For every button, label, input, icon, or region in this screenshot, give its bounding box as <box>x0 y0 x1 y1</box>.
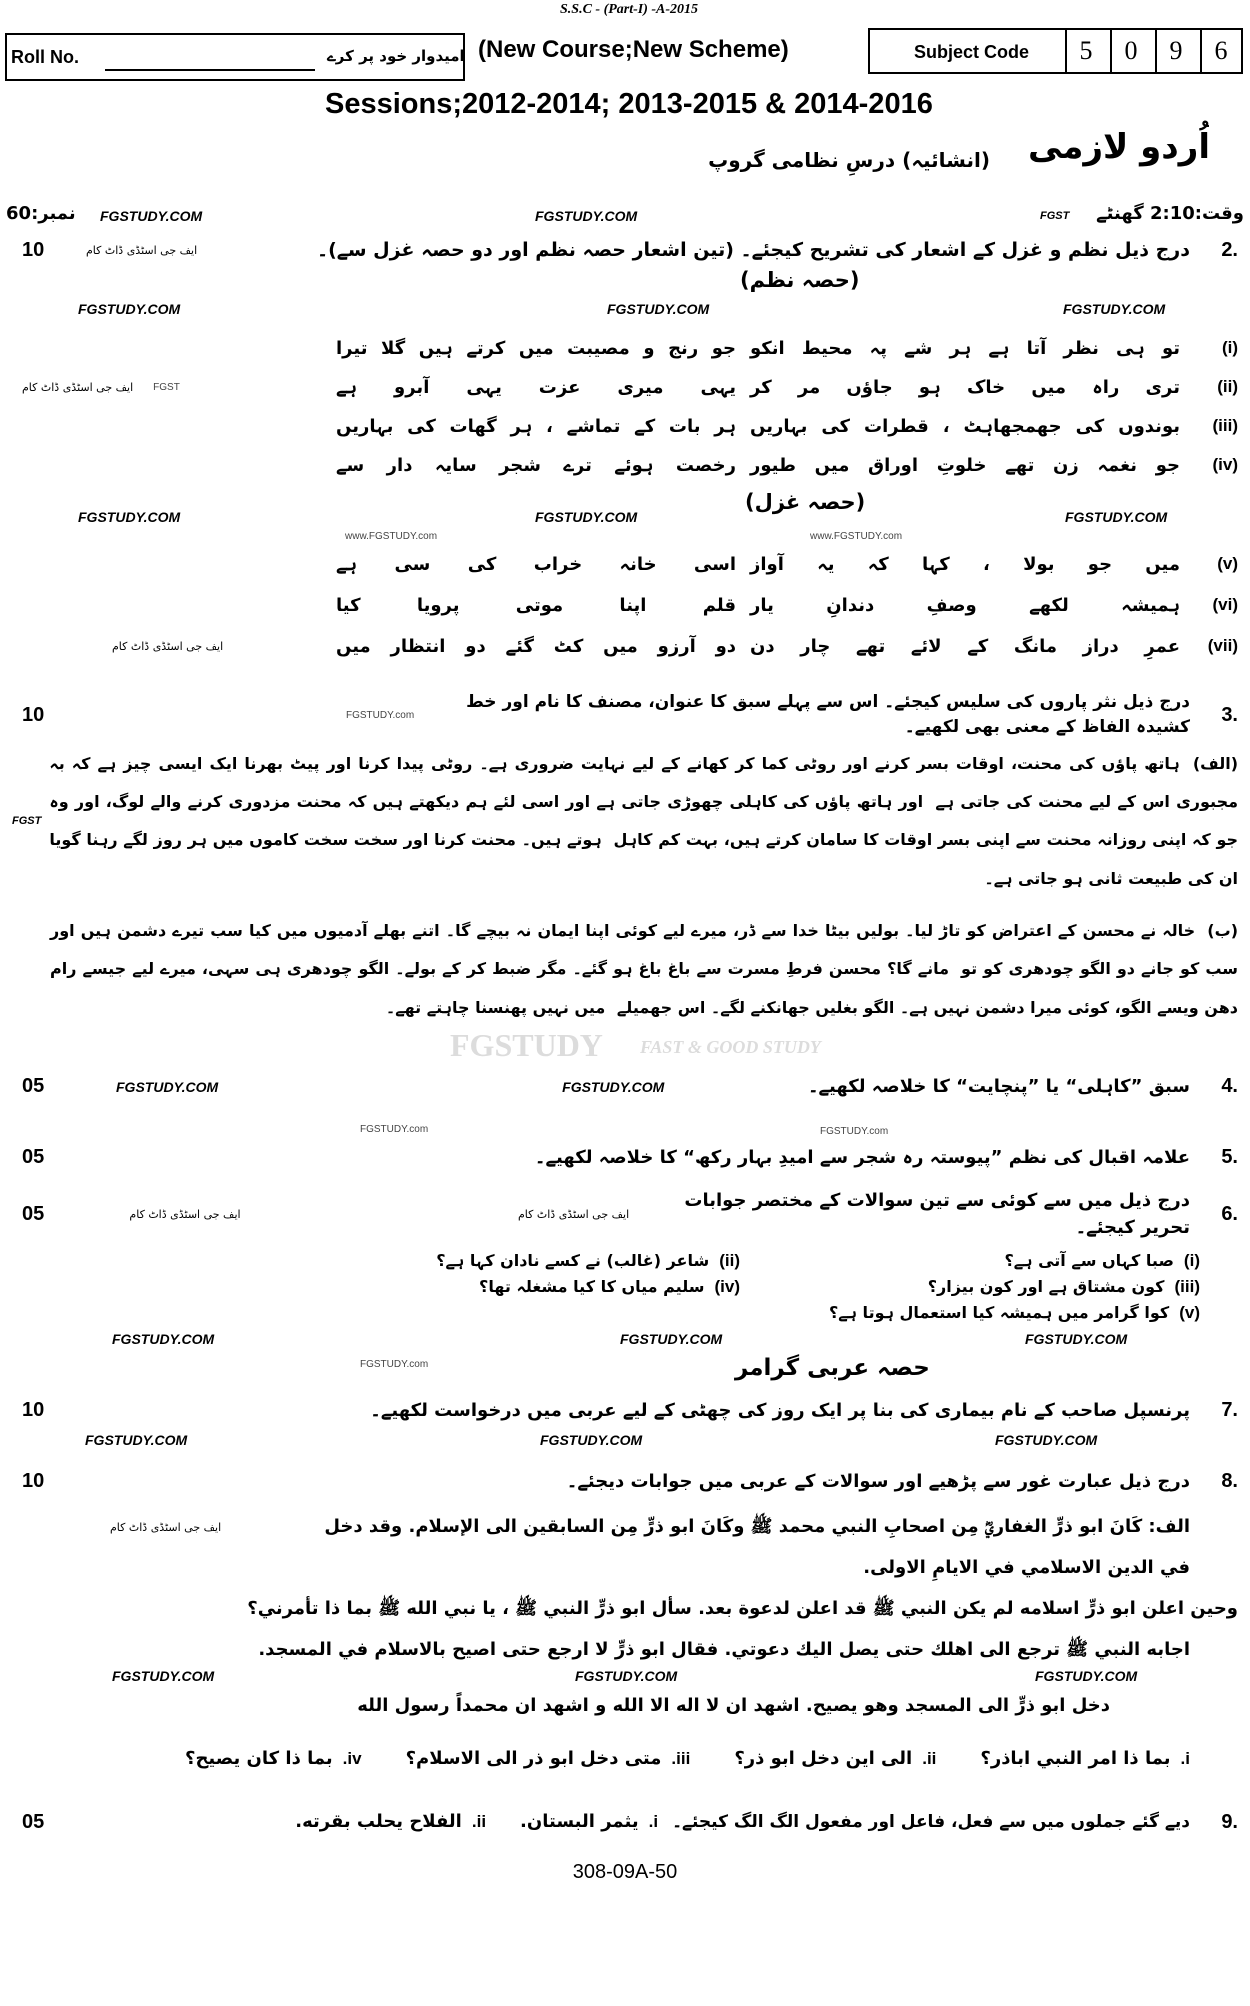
watermark-row <box>0 299 1250 323</box>
verse-row <box>0 633 1250 660</box>
q7-marks: 10 <box>22 1399 45 1422</box>
passage-be-paragraph <box>50 912 1238 1027</box>
watermark-urdu: ایف جی اسٹڈی ڈاٹ کام <box>129 1207 241 1221</box>
watermark-row <box>0 1666 1250 1688</box>
subject-code-digit: 5 <box>1065 30 1105 72</box>
arabic-passage-row <box>0 1636 1250 1665</box>
watermark: FGSTUDY.COM <box>562 1078 665 1095</box>
arabic-passage-row <box>0 1554 1250 1583</box>
watermark-urdu: ایف جی اسٹڈی ڈاٹ کام <box>112 639 224 653</box>
q8-question-label: iv. <box>342 1749 362 1769</box>
q9-item-row <box>295 1808 486 1837</box>
verse-first-line: تو ہی نظر آتا ہے ہر شے پہ محیط انکو <box>750 337 1180 359</box>
passage-be-line: مانے گا؟ محسن فرطِ مسرت سے باغ باغ ہو گئے۔ مگر ضبط کر کے بولے۔ الگو چودھری ہی سہی، میرے لیے جیسے رام دھن ویسے الگو، کوئی میرا دشمن نہیں ہے۔ الگو بغلیں جھانکنے لگے۔ اس جھمیلے <box>50 959 1238 1017</box>
watermark-small: FGSTUDY.com <box>820 1126 889 1138</box>
q8-question-row <box>980 1745 1190 1774</box>
q6-item: سلیم میاں کا کیا مشغلہ تھا؟ <box>479 1277 705 1297</box>
watermark: FGSTUDY.COM <box>1025 1331 1128 1348</box>
watermark: FGSTUDY.COM <box>112 1668 215 1685</box>
be-label: (ب) <box>1207 921 1238 941</box>
watermark: FGSTUDY.COM <box>535 208 638 224</box>
watermark: FGSTUDY.COM <box>78 300 181 317</box>
q8-marks: 10 <box>22 1470 45 1493</box>
watermark-small: FGSTUDY.com <box>346 709 415 721</box>
q7-number: 7. <box>1221 1399 1238 1422</box>
nazm-heading: (حصہ نظم) <box>740 267 860 292</box>
subject-code-box <box>868 28 1243 74</box>
verse-second-line: جو رنج و مصیبت میں کرتے ہیں گلا تیرا <box>336 337 736 359</box>
q8-number: 8. <box>1221 1470 1238 1493</box>
arabic-grammar-heading: حصہ عربی گرامر <box>735 1355 930 1382</box>
verse-label: (vii) <box>1207 636 1238 655</box>
subject-code-digit: 6 <box>1200 30 1240 72</box>
watermark: FGSTUDY.COM <box>1035 1668 1138 1685</box>
q6-item-list <box>0 1249 1250 1325</box>
subject-title: اُردو لازمی <box>1028 127 1210 167</box>
verse-second-line: اسی خانہ خراب کی سی ہے <box>336 553 736 575</box>
q6-item-label: (i) <box>1183 1251 1200 1271</box>
arabic-passage-line: الف: كَانَ ابو ذرٍّ الغفاريؓ مِن اصحابِ النبي محمد ﷺ وكَانَ ابو ذرٍّ مِن السابقين الى الإسلام. وقد دخل <box>324 1516 1190 1538</box>
q4-text: سبق ”کاہلی“ یا ”پنچایت“ کا خلاصہ لکھیے۔ <box>807 1076 1190 1098</box>
watermark-small: FGSTUDY.com <box>360 1359 429 1371</box>
arabic-passage-row <box>0 1513 1250 1542</box>
q5-number: 5. <box>1221 1146 1238 1169</box>
watermark-urdu: ایف جی اسٹڈی ڈاٹ کام <box>518 1207 630 1221</box>
arabic-heading-row <box>0 1331 1250 1393</box>
watermark: FGSTUDY.COM <box>535 508 638 525</box>
verse-second-line: یہی میری عزت یہی آبرو ہے <box>336 376 736 398</box>
q8-question-row <box>185 1745 362 1774</box>
passage-alif-line: ہاتھ پاؤں کی محنت، اوقات بسر کرنے اور روٹی کما کر کھانے کے لیے نہایت ضروری ہے۔ روٹی پیدا کرنا اور پیٹ بھرنا ایک ایسی چیز ہے کہ بہ مجبوری اس کے لیے محنت کی جاتی ہے <box>49 753 1239 811</box>
watermark: FGST <box>12 815 42 828</box>
q6-item-row <box>770 1301 1200 1325</box>
passage-alif-line: ہوتے ہیں۔ محنت کرنا اور سخت سخت کاموں میں ہر روز لگے رہنا گویا ان کی طبیعت ثانی ہو جاتی ہے۔ <box>49 830 1238 888</box>
logo-watermark-row <box>0 1027 1250 1067</box>
watermark: FGSTUDY.COM <box>85 1432 188 1449</box>
verse-label: (v) <box>1217 554 1238 573</box>
q5-row <box>0 1144 1250 1171</box>
watermark: FGSTUDY.COM <box>78 508 181 525</box>
q7-text: پرنسپل صاحب کے نام بیماری کی بنا پر ایک روز کی چھٹی کے لیے عربی میں درخواست لکھیے۔ <box>370 1400 1190 1422</box>
verse-label: (ii) <box>1217 377 1238 396</box>
verse-label: (iii) <box>1212 416 1238 435</box>
q8-question: بما ذا كان يصيح؟ <box>185 1748 333 1770</box>
q7-row <box>0 1397 1250 1424</box>
ghazal-heading: (حصہ غزل) <box>745 489 866 514</box>
q5-text: علامہ اقبال کی نظم ”پیوستہ رہ شجر سے امیدِ بہار رکھ“ کا خلاصہ لکھیے۔ <box>534 1147 1190 1169</box>
q4-row <box>0 1073 1250 1100</box>
total-marks: نمبر:60 <box>6 203 76 224</box>
q6-text: درج ذیل میں سے کوئی سے تین سوالات کے مختصر جوابات تحریر کیجئے۔ <box>684 1190 1190 1239</box>
q8-question-label: i. <box>1180 1749 1190 1769</box>
ghazal-heading-row <box>0 487 1250 545</box>
verse-label: (i) <box>1221 338 1238 357</box>
verse-first-line: عمرِ دراز مانگ کے لائے تھے چار دن <box>750 635 1180 657</box>
q3-number: 3. <box>1221 703 1238 726</box>
ghazal-verse-list <box>0 551 1250 660</box>
q6-item: کون مشتاق ہے اور کون بیزار؟ <box>927 1277 1165 1297</box>
verse-second-line: رخصت ہوئے ترے شجر سایہ دار سے <box>336 454 736 476</box>
verse-first-line: بوندوں کی جھمجھاہٹ ، قطرات کی بہاریں <box>750 415 1180 437</box>
logo-watermark: FGSTUDY <box>450 1027 603 1064</box>
arabic-passage-row <box>0 1595 1250 1624</box>
verse-row <box>0 413 1250 440</box>
q8-question-label: ii. <box>922 1749 937 1769</box>
q2-marks: 10 <box>22 238 45 261</box>
passage-be <box>0 912 1250 1027</box>
q6-item-row <box>770 1275 1200 1299</box>
q6-item-label: (v) <box>1179 1303 1200 1323</box>
watermark: FGSTUDY.COM <box>1065 508 1168 525</box>
q6-item-label: (iii) <box>1174 1277 1200 1297</box>
arabic-passage-line: دخل ابو ذرٍّ الى المسجد وهو يصيح. اشهد ان لا اله الا الله و اشهد ان محمداً رسول الله <box>357 1695 1110 1717</box>
verse-label: (vi) <box>1212 595 1238 614</box>
watermark: FGSTUDY.COM <box>100 208 203 224</box>
q6-item-row <box>770 1249 1200 1273</box>
watermark: FGSTUDY.COM <box>995 1432 1098 1449</box>
q8-question-list <box>0 1745 1250 1774</box>
passage-alif-paragraph <box>49 745 1238 899</box>
q8-question-row <box>734 1745 936 1774</box>
q8-question: الى اين دخل ابو ذر؟ <box>734 1748 913 1770</box>
q6-item: صبا کہاں سے آتی ہے؟ <box>1004 1251 1174 1271</box>
subject-subtitle: (انشائیہ) درسِ نظامی گروپ <box>708 148 990 172</box>
subject-code-digit: 9 <box>1155 30 1195 72</box>
verse-list <box>0 335 1250 479</box>
verse-second-line: دو آرزو میں کٹ گئے دو انتظار میں <box>336 635 736 657</box>
q9-item: الفلاح يحلب بقرته. <box>295 1811 462 1833</box>
q6-item-label: (ii) <box>719 1251 740 1271</box>
passage-alif <box>0 745 1250 899</box>
watermark-urdu: ایف جی اسٹڈی ڈاٹ کام <box>86 243 198 257</box>
watermark: FGST <box>1040 210 1070 222</box>
q9-item-label: i. <box>648 1812 659 1832</box>
arabic-passage-line: في الدين الاسلامي في الايامِ الاولى. <box>863 1557 1190 1579</box>
watermark-row <box>0 1120 1250 1142</box>
nazm-heading-row <box>0 265 1250 299</box>
passage-be-line: میں نہیں پھنسنا چاہتے تھے۔ <box>385 997 606 1017</box>
roll-label: Roll No. <box>11 47 79 67</box>
q2-text: درج ذیل نظم و غزل کے اشعار کی تشریح کیجئے۔ (تین اشعار حصہ نظم اور دو حصہ غزل سے)۔ <box>316 239 1190 261</box>
q3-marks: 10 <box>22 703 45 726</box>
watermark-small: www.FGSTUDY.com <box>810 530 903 542</box>
q8-question: متى دخل ابو ذر الى الاسلام؟ <box>405 1748 662 1770</box>
watermark-small: www.FGSTUDY.com <box>345 530 438 542</box>
sessions: Sessions;2012-2014; 2013-2015 & 2014-2016 <box>325 88 933 120</box>
q3-text: درج ذیل نثر پاروں کی سلیس کیجئے۔ اس سے پہلے سبق کا عنوان، مصنف کا نام اور خط کشیدہ الفاظ کے معنی بھی لکھیے۔ <box>466 691 1190 737</box>
arabic-passage-row <box>0 1692 1250 1721</box>
watermark: FGSTUDY.COM <box>620 1331 723 1348</box>
course-label: (New Course;New Scheme) <box>478 36 789 63</box>
watermark: FGSTUDY.COM <box>607 300 710 317</box>
q3-row <box>0 690 1250 741</box>
q8-question: بما ذا امر النبي اباذر؟ <box>980 1748 1171 1770</box>
q6-item-row <box>310 1275 740 1299</box>
verse-label: (iv) <box>1212 455 1238 474</box>
q9-item-label: ii. <box>471 1812 487 1832</box>
marks-time-row <box>0 200 1250 230</box>
time-allowed: وقت:2:10 گھنٹے <box>1096 203 1244 224</box>
watermark-urdu: ایف جی اسٹڈی ڈاٹ کام <box>22 380 134 394</box>
verse-first-line: میں جو بولا ، کہا کہ یہ آواز <box>750 553 1180 575</box>
exam-title: S.S.C - (Part-I) -A-2015 <box>560 2 699 17</box>
watermark: FGSTUDY.COM <box>575 1668 678 1685</box>
verse-row <box>0 551 1250 578</box>
q4-number: 4. <box>1221 1075 1238 1098</box>
verse-row <box>0 374 1250 401</box>
q9-item: يثمر البستان. <box>520 1811 639 1833</box>
q8-question-label: iii. <box>671 1749 691 1769</box>
paper-code: 308-09A-50 <box>572 1860 678 1883</box>
verse-first-line: جو نغمہ زن تھے خلوتِ اوراق میں طیور <box>750 454 1180 476</box>
alif-label: (الف) <box>1192 753 1239 773</box>
q6-marks: 05 <box>22 1202 45 1225</box>
q8-question-row <box>406 1745 691 1774</box>
q2-row <box>0 236 1250 265</box>
q9-row <box>0 1808 1250 1837</box>
watermark: FGSTUDY.COM <box>540 1432 643 1449</box>
watermark-small: FGST <box>153 381 180 393</box>
verse-row <box>0 452 1250 479</box>
q9-text: دیے گئے جملوں میں سے فعل، فاعل اور مفعول الگ الگ کیجئے۔ <box>672 1811 1190 1832</box>
verse-second-line: قلم اپنا موتی پرویا کیا <box>336 594 736 616</box>
watermark-urdu: ایف جی اسٹڈی ڈاٹ کام <box>110 1521 222 1535</box>
verse-row <box>0 592 1250 619</box>
q6-row <box>0 1187 1250 1241</box>
verse-first-line: ہمیشہ لکھے وصفِ دندانِ یار <box>750 594 1180 616</box>
q2-number: 2. <box>1221 238 1238 261</box>
verse-row <box>0 335 1250 362</box>
watermark-small: FGSTUDY.com <box>360 1124 429 1136</box>
watermark: FGSTUDY.COM <box>116 1078 219 1095</box>
subject-code-label: Subject Code <box>914 42 1030 62</box>
verse-first-line: تری راہ میں خاک ہو جاؤں مر کر <box>750 376 1180 398</box>
watermark: FGSTUDY.COM <box>1063 300 1166 317</box>
roll-number-field[interactable] <box>105 69 315 71</box>
q6-item-row <box>310 1249 740 1273</box>
passage-be-line: خالہ نے محسن کے اعتراض کو تاڑ لیا۔ بولیں بیٹا خدا سے ڈر، میرے لیے کوئی اپنا ایمان نہ بیچے گا۔ اتنے بھلے آدمیوں میں کیا سب تیرے دشمن ہیں اور سب کو جانے دو الگو چودھری کو تو <box>50 921 1239 979</box>
verse-second-line: ہر بات کے تماشے ، ہر گھات کی بہاریں <box>336 415 736 437</box>
q6-item: شاعر (غالب) نے کسے نادان کہا ہے؟ <box>436 1251 710 1271</box>
logo-tagline-watermark: FAST & GOOD STUDY <box>640 1037 821 1058</box>
q6-number: 6. <box>1221 1202 1238 1225</box>
q8-row <box>0 1468 1250 1495</box>
roll-note: امیدوار خود پر کرے <box>327 47 465 65</box>
q9-number: 9. <box>1221 1810 1238 1833</box>
roll-number-box <box>5 33 465 81</box>
arabic-passage-line: وحين اعلن ابو ذرٍّ اسلامه لم يكن النبي ﷺ قد اعلن لدعوة بعد. سأل ابو ذرٍّ النبي ﷺ ، يا نبي الله ﷺ بما ذا تأمرني؟ <box>247 1597 1238 1619</box>
q6-item-label: (iv) <box>714 1277 740 1297</box>
q6-item: کوا گرامر میں ہمیشہ کیا استعمال ہوتا ہے؟ <box>828 1303 1170 1323</box>
arabic-passage-line: اجابه النبي ﷺ ترجع الى اهلك حتى يصل اليك دعوتي. فقال ابو ذرٍّ لا ارجع حتى اصيح بالاسلام في المسجد. <box>258 1638 1190 1660</box>
q9-marks: 05 <box>22 1810 45 1833</box>
q5-marks: 05 <box>22 1146 45 1169</box>
passage-alif-line: اور ہاتھ پاؤں کی کاہلی چھوڑی جاتی ہے اور اسی لئے ہم دیکھتے ہیں کہ محنت مزدوری کرنے والے لوگ، اور وہ جو کہ اپنی روزانہ محنت سے اپنی بسر اوقات کا سامان کرتے ہیں، بہت کم کاہل <box>49 791 1239 850</box>
q9-item-row <box>520 1808 658 1837</box>
watermark: FGSTUDY.COM <box>112 1331 215 1348</box>
q8-text: درج ذیل عبارت غور سے پڑھیے اور سوالات کے عربی میں جوابات دیجئے۔ <box>566 1471 1190 1493</box>
subject-code-digit: 0 <box>1110 30 1150 72</box>
watermark-row <box>0 1430 1250 1454</box>
q4-marks: 05 <box>22 1075 45 1098</box>
